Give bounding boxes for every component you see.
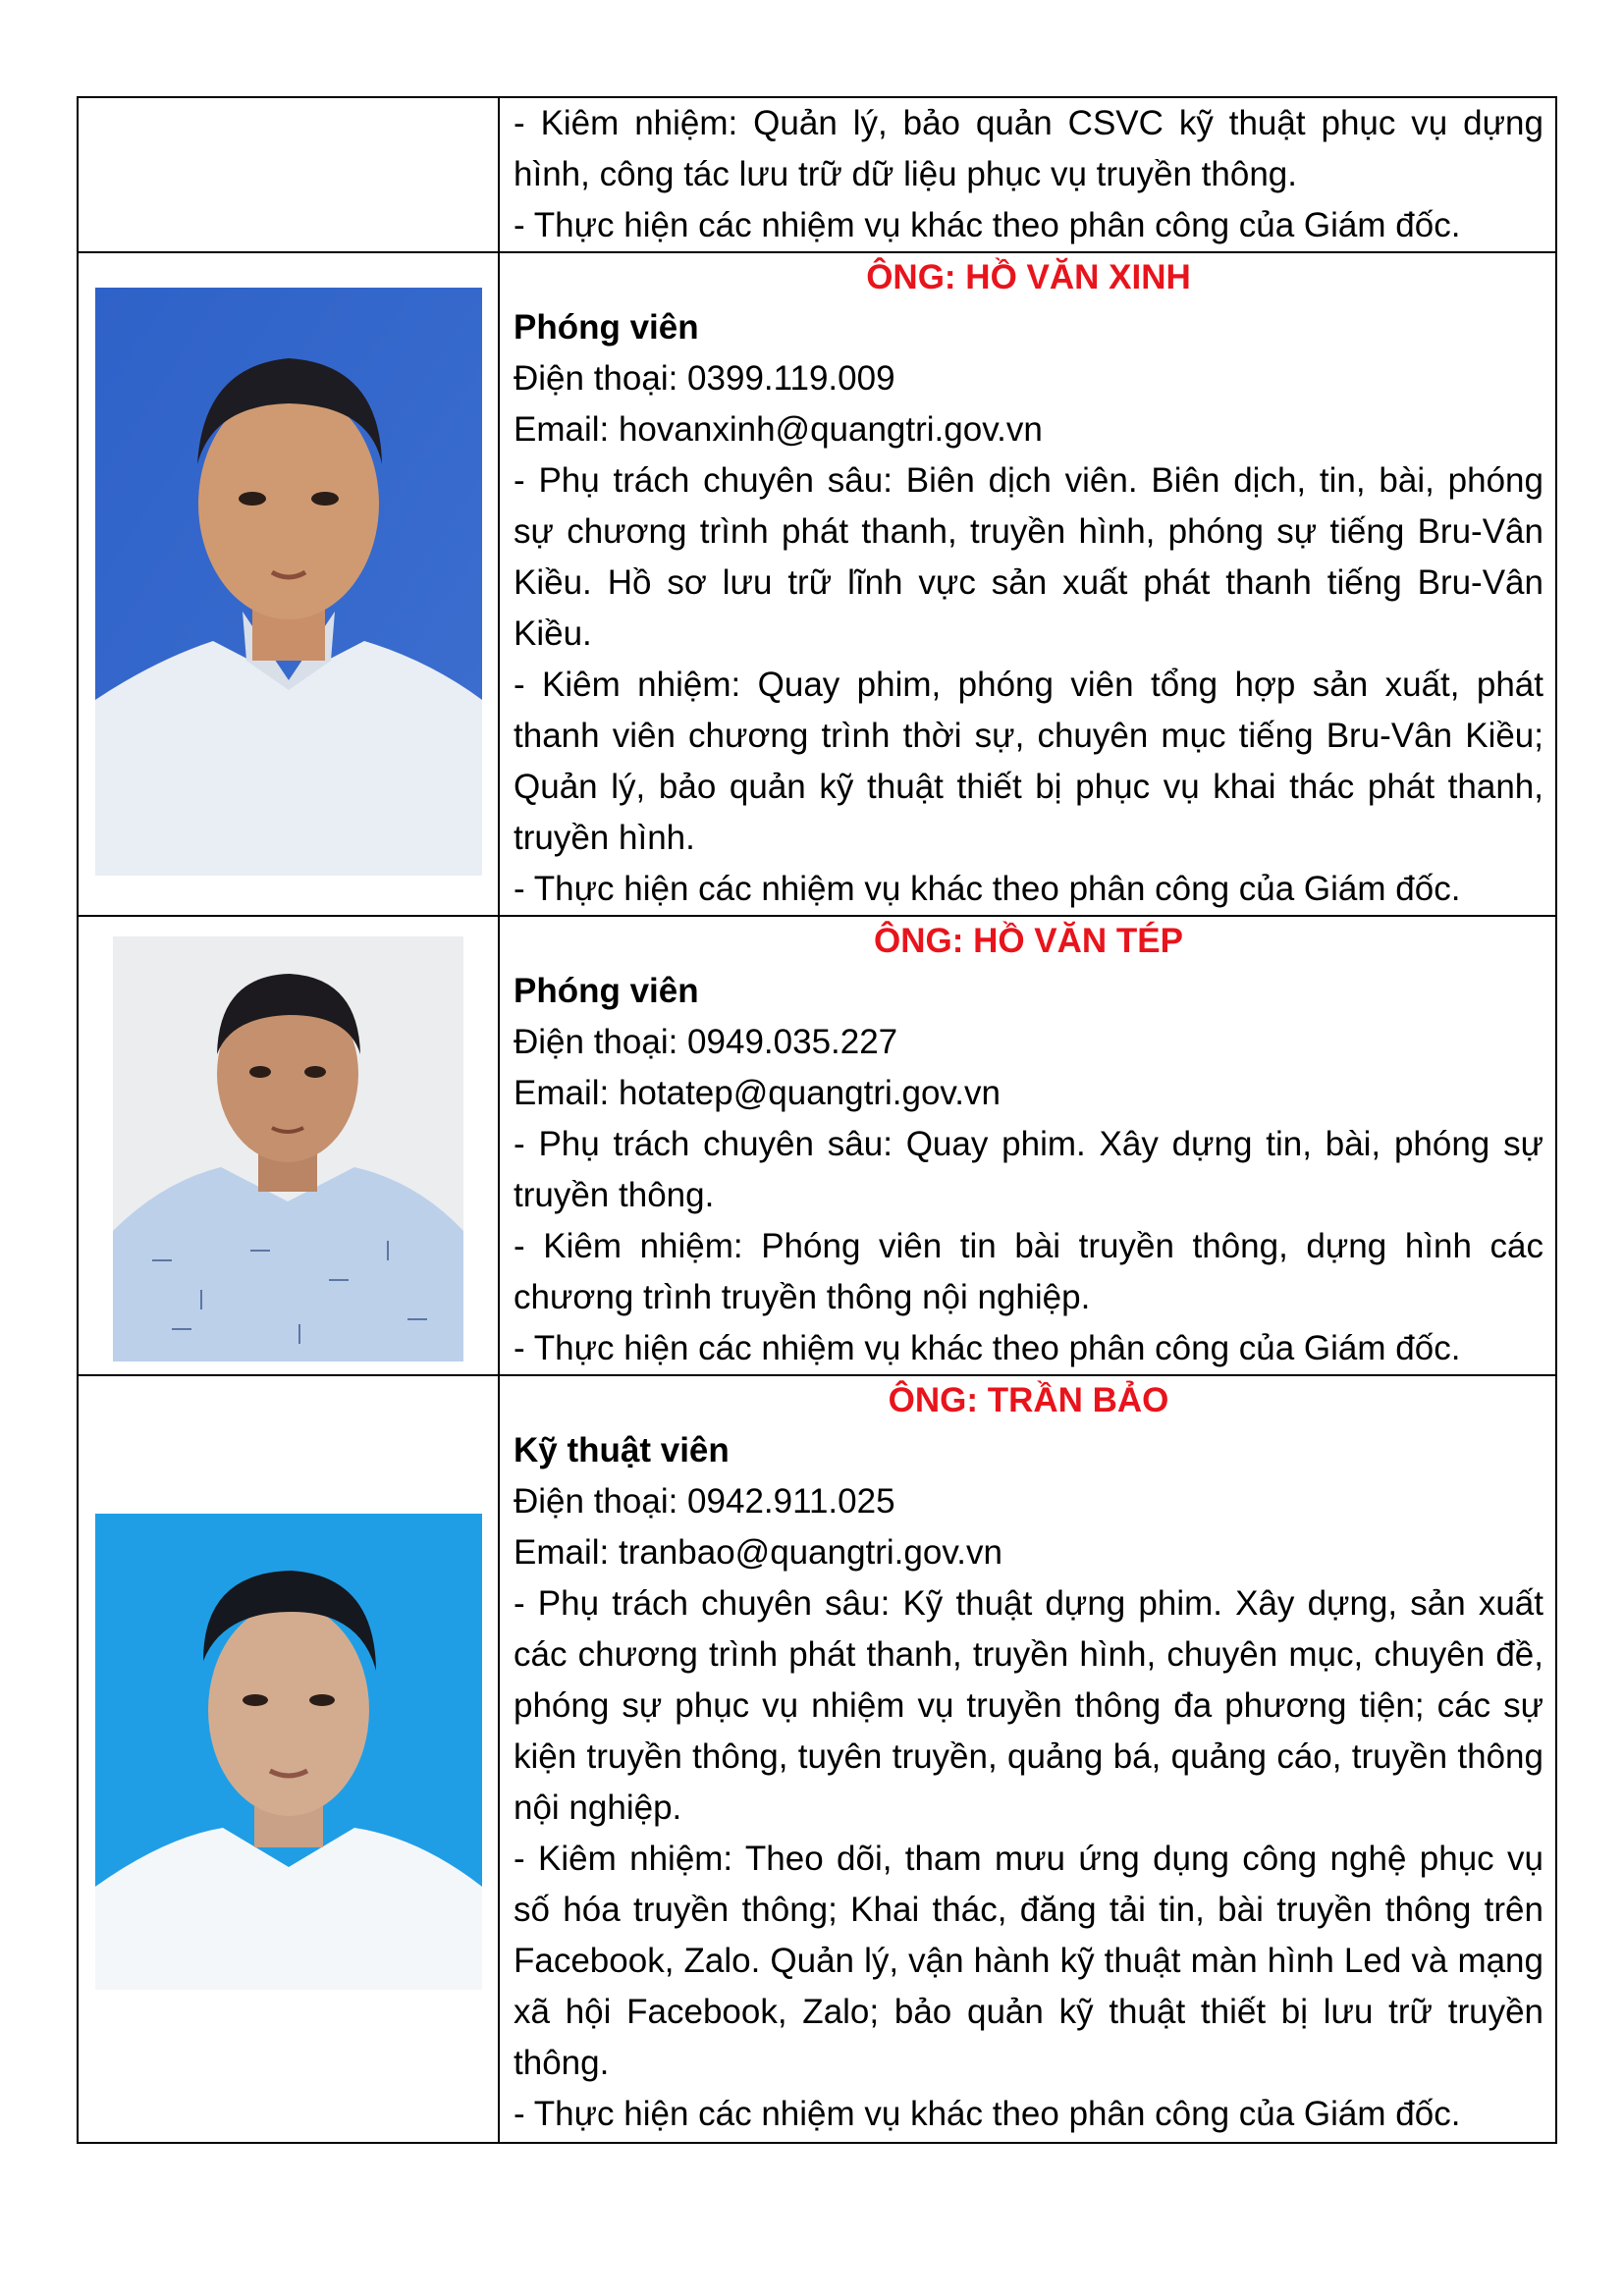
person-name: ÔNG: HỒ VĂN XINH xyxy=(866,258,1191,296)
text-cell xyxy=(499,252,1556,916)
duty-line: - Thực hiện các nhiệm vụ khác theo phân công của Giám đốc. xyxy=(514,206,1461,244)
duty-line: - Phụ trách chuyên sâu: Biên dịch viên. Biên dịch, tin, bài, phóng sự chương trình phát thanh, truyền hình, phóng sự tiếng Bru-Vân Kiều. Hồ sơ lưu trữ lĩnh vực sản xuất phát thanh tiếng Bru-Vân Kiều. xyxy=(514,461,1543,653)
duty-line: - Phụ trách chuyên sâu: Kỹ thuật dựng phim. Xây dựng, sản xuất các chương trình phát thanh, truyền hình, chuyên mục, chuyên đề, phóng sự phục vụ nhiệm vụ truyền thông đa phương tiện; các sự kiện truyền thông, tuyên truyền, quảng bá, quảng cáo, truyền thông nội nghiệp. xyxy=(514,1584,1543,1827)
duty-line: - Kiêm nhiệm: Quay phim, phóng viên tổng hợp sản xuất, phát thanh viên chương trình thời sự, chuyên mục tiếng Bru-Vân Kiều; Quản lý, bảo quản kỹ thuật thiết bị phục vụ khai thác phát thanh, truyền hình. xyxy=(514,666,1543,857)
email-address: Email: hotatep@quangtri.gov.vn xyxy=(514,1074,1001,1112)
portrait-photo-xinh xyxy=(95,288,482,876)
duty-line: - Thực hiện các nhiệm vụ khác theo phân công của Giám đốc. xyxy=(514,1329,1461,1367)
portrait-photo-bao xyxy=(95,1514,482,1990)
duty-line: - Kiêm nhiệm: Theo dõi, tham mưu ứng dụng công nghệ phục vụ số hóa truyền thông; Khai thác, đăng tải tin, bài truyền thông trên Facebook, Zalo. Quản lý, vận hành kỹ thuật màn hình Led và mạng xã hội Facebook, Zalo; bảo quản kỹ thuật thiết bị lưu trữ truyền thông. xyxy=(514,1840,1543,2082)
portrait-photo-tep xyxy=(113,936,463,1362)
phone-number: Điện thoại: 0399.119.009 xyxy=(514,359,895,398)
duty-line: - Kiêm nhiệm: Quản lý, bảo quản CSVC kỹ thuật phục vụ dựng hình, công tác lưu trữ dữ liệu phục vụ truyền thông. xyxy=(514,104,1543,193)
table-row xyxy=(78,97,1556,252)
person-name: ÔNG: HỒ VĂN TÉP xyxy=(873,922,1184,960)
person-role: Phóng viên xyxy=(514,308,699,347)
duty-line: - Phụ trách chuyên sâu: Quay phim. Xây dựng tin, bài, phóng sự truyền thông. xyxy=(514,1125,1543,1214)
duty-line: - Kiêm nhiệm: Phóng viên tin bài truyền thông, dựng hình các chương trình truyền thông nội nghiệp. xyxy=(514,1227,1543,1316)
table-row xyxy=(78,916,1556,1375)
phone-number: Điện thoại: 0942.911.025 xyxy=(514,1482,895,1521)
photo-cell-empty xyxy=(78,97,499,252)
person-name: ÔNG: TRẦN BẢO xyxy=(888,1381,1169,1419)
duty-line: - Thực hiện các nhiệm vụ khác theo phân công của Giám đốc. xyxy=(514,870,1461,908)
text-cell xyxy=(499,1375,1556,2143)
staff-table xyxy=(77,96,1557,2144)
person-role: Kỹ thuật viên xyxy=(514,1431,730,1469)
photo-cell xyxy=(78,916,499,1375)
person-role: Phóng viên xyxy=(514,972,699,1010)
text-cell xyxy=(499,916,1556,1375)
photo-cell xyxy=(78,252,499,916)
duty-line: - Thực hiện các nhiệm vụ khác theo phân công của Giám đốc. xyxy=(514,2095,1461,2133)
email-address: Email: tranbao@quangtri.gov.vn xyxy=(514,1533,1002,1572)
photo-cell xyxy=(78,1375,499,2143)
text-cell xyxy=(499,97,1556,252)
table-row xyxy=(78,252,1556,916)
phone-number: Điện thoại: 0949.035.227 xyxy=(514,1023,898,1061)
email-address: Email: hovanxinh@quangtri.gov.vn xyxy=(514,410,1043,449)
table-row xyxy=(78,1375,1556,2143)
